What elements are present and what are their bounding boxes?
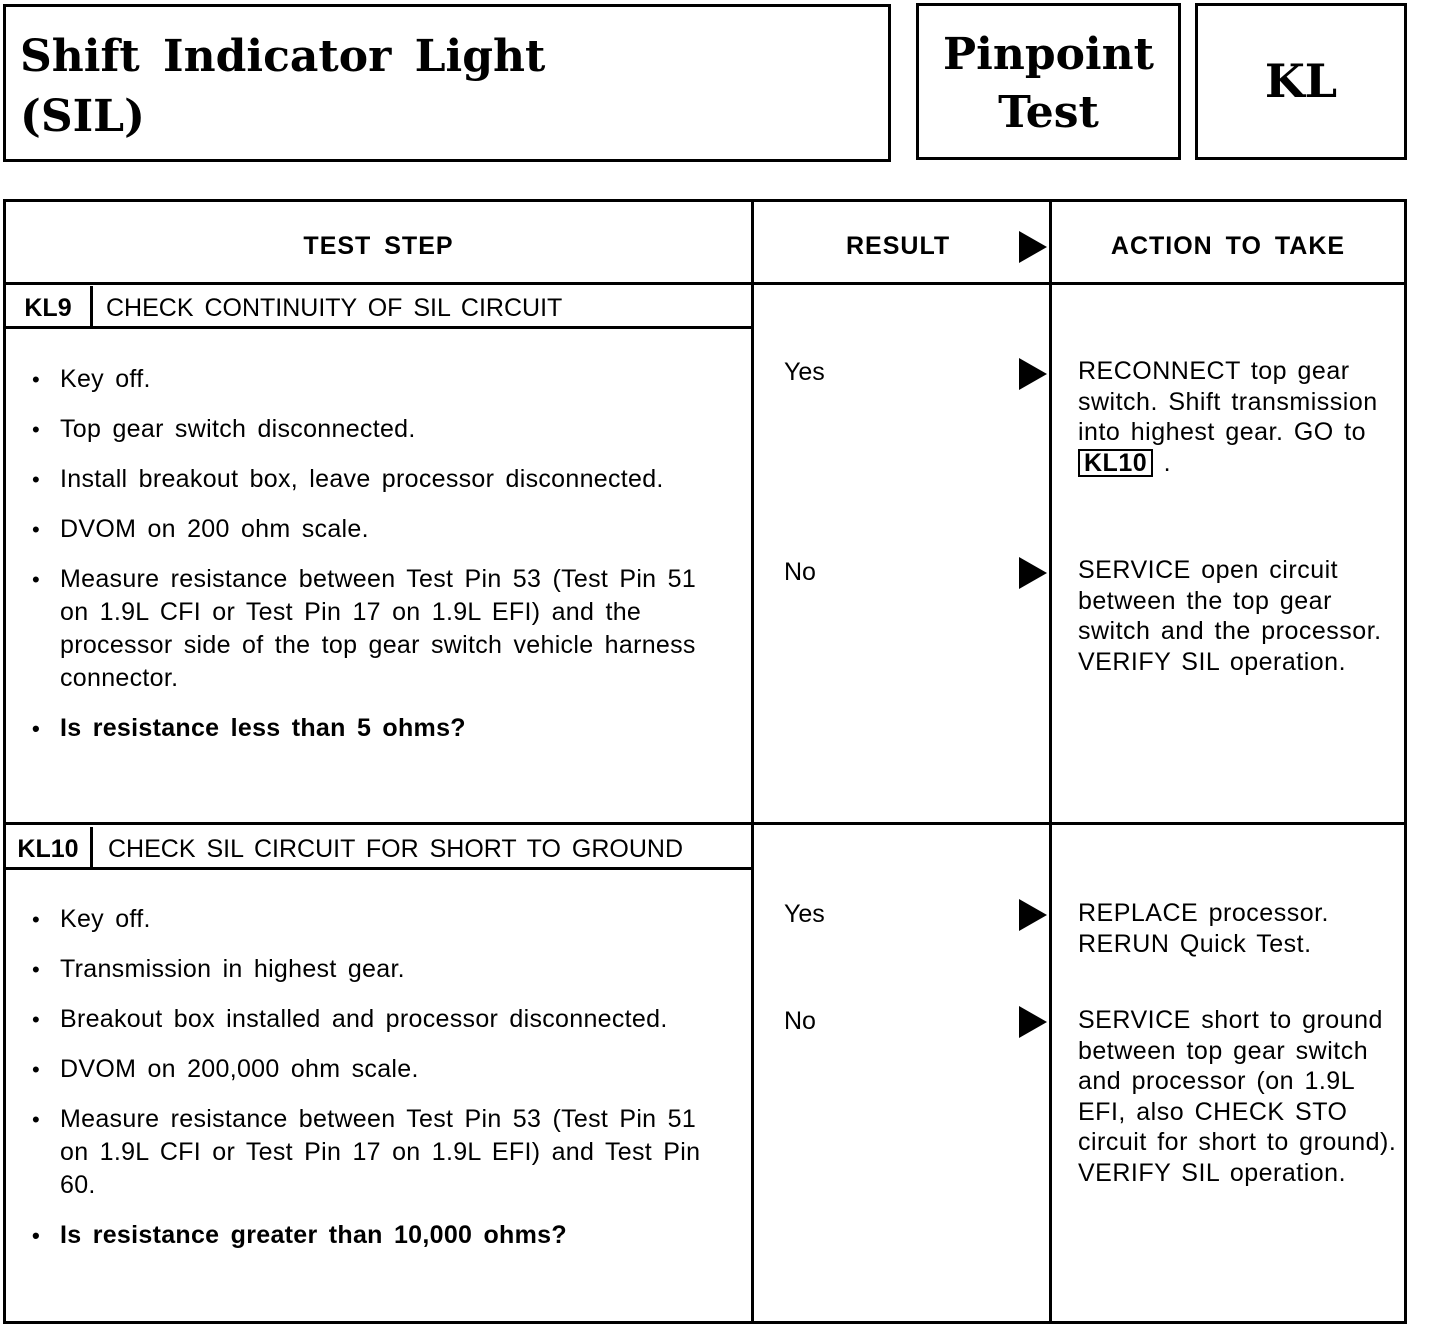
action-text-tail: . (1153, 448, 1172, 477)
goto-step-link[interactable]: KL10 (1078, 449, 1153, 477)
result-yes: Yes (784, 900, 825, 928)
header-result: RESULT (846, 232, 951, 260)
list-item: • DVOM on 200 ohm scale. (32, 513, 722, 546)
result-yes: Yes (784, 358, 825, 386)
test-table (3, 199, 1407, 1324)
title-line-2: (SIL) (20, 91, 145, 142)
list-item: • Transmission in highest gear. (32, 953, 722, 986)
list-item: • Key off. (32, 903, 722, 936)
step-header (6, 286, 751, 329)
test-code: KL (1264, 54, 1338, 108)
step-question: • Is resistance less than 5 ohms? (32, 712, 722, 745)
arrow-icon (1019, 231, 1047, 263)
result-no: No (784, 1007, 816, 1035)
list-item: • Breakout box installed and processor disconnected. (32, 1003, 722, 1036)
arrow-icon (1019, 557, 1047, 589)
step-id: KL9 (6, 286, 93, 326)
action-text-body: RECONNECT top gear switch. Shift transmission into highest gear. GO to (1078, 357, 1378, 446)
action-text (1078, 356, 1398, 478)
result-no: No (784, 558, 816, 586)
step-header (6, 827, 751, 870)
column-divider (1049, 202, 1052, 1321)
list-item: • Top gear switch disconnected. (32, 413, 722, 446)
section-line-1: Pinpoint (943, 29, 1154, 80)
action-text: SERVICE short to ground between top gear switch and processor (on 1.9L EFI, also CHECK STO circuit for short to ground). VERIFY SIL operation. (1078, 1006, 1397, 1187)
header-action: ACTION TO TAKE (1110, 232, 1346, 260)
page-title (20, 27, 545, 147)
arrow-icon (1019, 899, 1047, 931)
arrow-icon (1019, 1006, 1047, 1038)
list-item: • DVOM on 200,000 ohm scale. (32, 1053, 722, 1086)
action-text: REPLACE processor. RERUN Quick Test. (1078, 899, 1329, 958)
column-divider (751, 202, 754, 1321)
list-item: • Key off. (32, 363, 722, 396)
row-divider (6, 822, 1404, 825)
step-instructions (32, 903, 722, 1269)
list-item: • Install breakout box, leave processor disconnected. (32, 463, 722, 496)
code-box (1195, 3, 1407, 160)
step-instructions (32, 363, 722, 762)
arrow-icon (1019, 358, 1047, 390)
section-label (919, 26, 1178, 142)
list-item: • Measure resistance between Test Pin 53 (Test Pin 51 on 1.9L CFI or Test Pin 17 on 1.9L EFI) and the processor side of the top gear switch vehicle harness connector. (32, 563, 722, 695)
step-title: CHECK CONTINUITY OF SIL CIRCUIT (106, 294, 563, 322)
title-box (3, 4, 891, 162)
step-question: • Is resistance greater than 10,000 ohms? (32, 1219, 722, 1252)
list-item: • Measure resistance between Test Pin 53 (Test Pin 51 on 1.9L CFI or Test Pin 17 on 1.9L EFI) and Test Pin 60. (32, 1103, 722, 1202)
section-line-2: Test (998, 87, 1099, 138)
title-line-1: Shift Indicator Light (20, 31, 546, 82)
section-box (916, 3, 1181, 160)
action-text: SERVICE open circuit between the top gear switch and the processor. VERIFY SIL operation. (1078, 556, 1382, 676)
header-test-step: TEST STEP (303, 232, 454, 260)
step-title: CHECK SIL CIRCUIT FOR SHORT TO GROUND (108, 835, 684, 863)
step-id: KL10 (6, 827, 93, 867)
